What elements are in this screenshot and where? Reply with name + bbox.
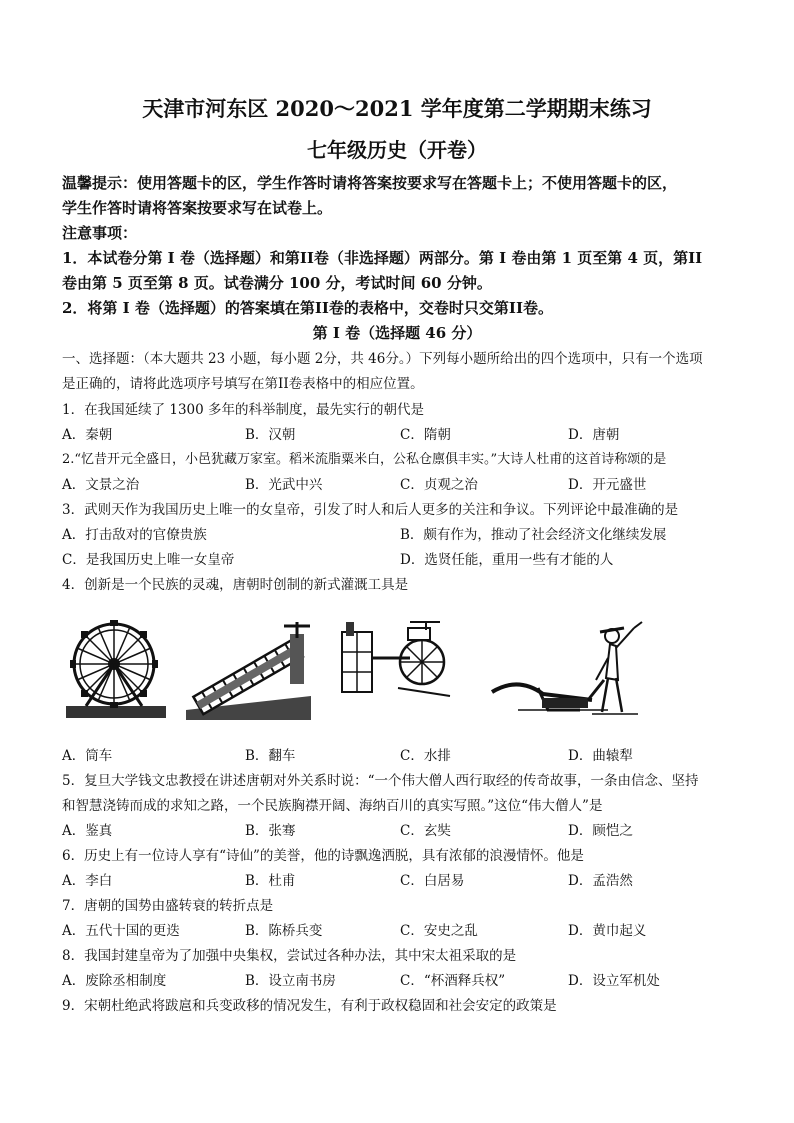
q3-option-d: D．选贤任能，重用一些有才能的人: [400, 552, 614, 568]
q5-option-a: A．鉴真: [62, 823, 113, 839]
q8-option-a: A．废除丞相制度: [62, 973, 167, 989]
notice-line-1: 温馨提示：使用答题卡的区，学生作答时请将答案按要求写在答题卡上；不使用答题卡的区，: [62, 174, 678, 192]
q1-option-a: A．秦朝: [62, 427, 113, 443]
q7-option-a: A．五代十国的更迭: [62, 923, 180, 939]
shuipai-illustration: [340, 618, 460, 700]
q1-option-d: D．唐朝: [568, 427, 620, 443]
quyuanli-illustration: [488, 618, 658, 720]
exam-title: 天津市河东区 2020～2021 学年度第二学期期末练习: [142, 96, 652, 121]
fanche-illustration: [186, 618, 311, 720]
q3-option-c: C．是我国历史上唯一女皇帝: [62, 552, 235, 568]
q6-option-d: D．孟浩然: [568, 873, 633, 889]
notice-heading: 注意事项：: [62, 224, 138, 242]
exam-subtitle: 七年级历史（开卷）: [307, 138, 487, 162]
q2-option-d: D．开元盛世: [568, 477, 647, 493]
question-4-stem: 4．创新是一个民族的灵魂，唐朝时创制的新式灌溉工具是: [62, 577, 409, 593]
q6-option-b: B．杜甫: [245, 873, 296, 889]
notice-line-2: 学生作答时请将答案按要求写在试卷上。: [62, 199, 333, 217]
question-7-stem: 7．唐朝的国势由盛转衰的转折点是: [62, 898, 274, 914]
question-3-stem: 3．武则天作为我国历史上唯一的女皇帝，引发了时人和后人更多的关注和争议。下列评论中最准确的是: [62, 502, 679, 518]
q2-option-a: A．文景之治: [62, 477, 140, 493]
question-6-stem: 6．历史上有一位诗人享有“诗仙”的美誉，他的诗飘逸洒脱，具有浓郁的浪漫情怀。他是: [62, 848, 584, 864]
section-intro-1: 一、选择题：（本大题共 23 小题，每小题 2分，共 46分。）下列每小题所给出的四个选项中，只有一个选项: [62, 351, 703, 367]
notice-item-1a: 1．本试卷分第 I 卷（选择题）和第II卷（非选择题）两部分。第 I 卷由第 1 页至第 4 页，第II: [62, 249, 703, 267]
question-5-stem-2: 和智慧浇铸而成的求知之路，一个民族胸襟开阔、海纳百川的真实写照。”这位“伟大僧人”是: [62, 798, 603, 814]
q5-option-b: B．张骞: [245, 823, 296, 839]
q4-option-b: B．翻车: [245, 748, 296, 764]
q4-option-a: A．筒车: [62, 748, 113, 764]
q7-option-b: B．陈桥兵变: [245, 923, 323, 939]
question-5-stem-1: 5．复旦大学钱文忠教授在讲述唐朝对外关系时说：“一个伟大僧人西行取经的传奇故事，一条由信念、坚持: [62, 773, 699, 789]
question-2-stem: 2.“忆昔开元全盛日，小邑犹藏万家室。稻米流脂粟米白，公私仓廪俱丰实。”大诗人杜甫的这首诗称颂的是: [62, 452, 667, 467]
question-9-stem: 9．宋朝杜绝武将跋扈和兵变政移的情况发生，有利于政权稳固和社会安定的政策是: [62, 998, 557, 1014]
q2-option-b: B．光武中兴: [245, 477, 323, 493]
q7-option-d: D．黄巾起义: [568, 923, 647, 939]
q3-option-a: A．打击敌对的官僚贵族: [62, 527, 207, 543]
q1-option-b: B．汉朝: [245, 427, 296, 443]
question-8-stem: 8．我国封建皇帝为了加强中央集权，尝试过各种办法，其中宋太祖采取的是: [62, 948, 517, 964]
question-1-stem: 1．在我国延续了 1300 多年的科举制度，最先实行的朝代是: [62, 402, 425, 418]
q2-option-c: C．贞观之治: [400, 477, 478, 493]
q1-option-c: C．隋朝: [400, 427, 451, 443]
q5-option-d: D．顾恺之: [568, 823, 633, 839]
q8-option-b: B．设立南书房: [245, 973, 336, 989]
q7-option-c: C．安史之乱: [400, 923, 478, 939]
q6-option-a: A．李白: [62, 873, 113, 889]
q4-option-d: D．曲辕犁: [568, 748, 633, 764]
section-title: 第 I 卷（选择题 46 分）: [312, 324, 482, 342]
notice-item-2: 2．将第 I 卷（选择题）的答案填在第II卷的表格中，交卷时只交第II卷。: [62, 299, 553, 317]
tongche-illustration: [66, 618, 166, 720]
q6-option-c: C．白居易: [400, 873, 465, 889]
section-intro-2: 是正确的，请将此选项序号填写在第II卷表格中的相应位置。: [62, 376, 424, 392]
q8-option-d: D．设立军机处: [568, 973, 660, 989]
q5-option-c: C．玄奘: [400, 823, 451, 839]
q8-option-c: C．“杯酒释兵权”: [400, 973, 506, 989]
q4-option-c: C．水排: [400, 748, 451, 764]
q3-option-b: B．颇有作为，推动了社会经济文化继续发展: [400, 527, 667, 543]
notice-item-1b: 卷由第 5 页至第 8 页。试卷满分 100 分，考试时间 60 分钟。: [62, 274, 492, 292]
